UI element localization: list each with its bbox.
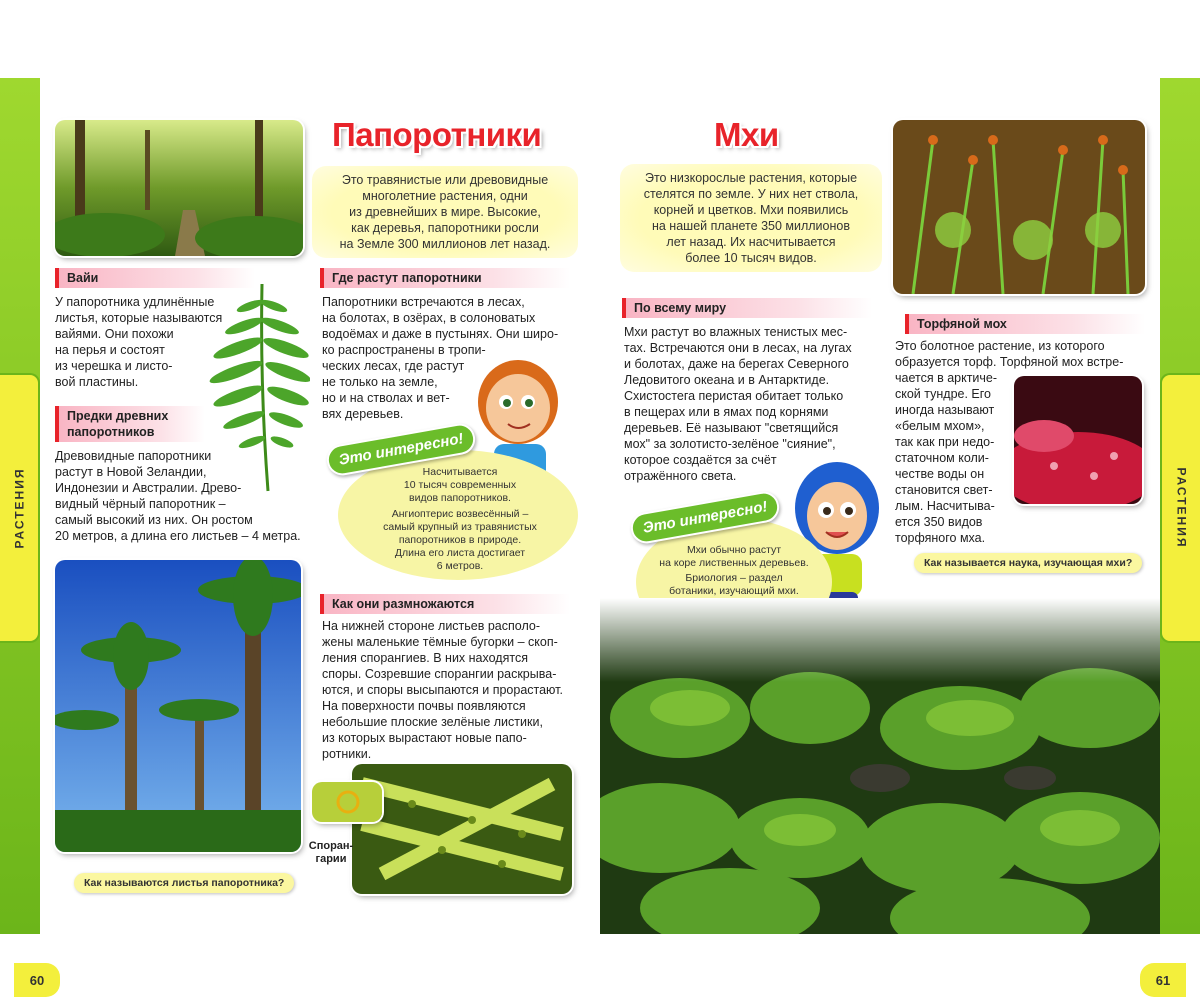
mosses-interesting-item-1: Мхи обычно растут на коре лиственных деревьев. — [659, 544, 809, 569]
mosses-intro: Это низкорослые растения, которые стелятся по земле. У них нет ствола, корней и цветков. Мхи появились на нашей планете 350 миллионов лет назад. Их насчитывается более 10 тысяч видов. — [620, 164, 882, 272]
mossy-rocks-photo — [600, 598, 1160, 934]
world-heading: По всему миру — [622, 298, 872, 318]
mosses-interesting-label: Это интересно! — [628, 489, 781, 546]
left-page-edge — [0, 78, 40, 934]
ferns-question: Как называются листья папоротника? — [74, 873, 294, 893]
ferns-interesting-item-1: Насчитывается 10 тысяч современных видов папоротников. — [403, 466, 517, 504]
peat-moss-photo — [1014, 376, 1142, 504]
where-text: Папоротники встречаются в лесах, на болотах, в озёрах, в солоноватых водоёмах и даже в пустынях. Они широ- ко распространены в тропи- ческих лесах, где растут не только на земле, но и на стволах и вет- вях деревьев. — [322, 295, 559, 421]
moss-sprouts-photo — [893, 120, 1145, 294]
side-tab-label: РАСТЕНИЯ — [12, 467, 26, 549]
ferns-interesting-label: Это интересно! — [324, 421, 477, 478]
ancestors-text: Древовидные папоротники растут в Новой Зеландии, Индонезии и Австралии. Древо- видный чёрный папоротник – самый высокий из них. Он ростом 20 метров, а длина его листьев – 4 метра. — [55, 449, 301, 543]
reproduce-heading: Как они размножаются — [320, 594, 570, 614]
book-spread — [0, 78, 1200, 988]
mosses-interesting-item-2: Бриология – раздел ботаники, изучающий мхи. — [669, 572, 799, 597]
mosses-title: Мхи — [714, 116, 779, 153]
page-number-left: 60 — [14, 963, 60, 997]
vayi-heading: Вайи — [55, 268, 255, 288]
ferns-interesting-item-2: Ангиоптерис возвесённый – самый крупный из травянистых папоротников в природе. Длина его листа достигает 6 метров. — [383, 508, 537, 572]
sporangia-caption: Споран- гарии — [308, 840, 354, 865]
sporangia-zoom-photo — [312, 782, 382, 822]
mosses-question: Как называется наука, изучающая мхи? — [914, 553, 1142, 573]
page-number-right: 61 — [1140, 963, 1186, 997]
forest-path-photo — [55, 120, 303, 256]
palm-trees-photo — [55, 560, 301, 852]
vayi-text: У папоротника удлинённые листья, которые называются вайями. Они похожи на перья и состоят из черешка и листо- вой пластины. — [55, 295, 223, 389]
world-text: Мхи растут во влажных тенистых мес- тах. Встречаются они в лесах, на лугах и болотах, даже на берегах Северного Ледовитого океана и в Антарктиде. Схистостега перистая обитает только в пещерах или в ямах под корнями деревьев. Её называют "светящийся мох" за золотисто-зелёное "сияние", которое создаётся за счёт отражённого света. — [624, 325, 852, 483]
ancestors-heading: Предки древних папоротников — [55, 406, 205, 442]
peat-text: Это болотное растение, из которого образуется торф. Торфяной мох встре- чается в арктиче- ской тундре. Его иногда называют «белым мхом», так как при недо- статочном коли- честве воды он становится свет- лым. Насчитыва- ется 350 видов торфяного мха. — [895, 339, 1124, 545]
peat-heading: Торфяной мох — [905, 314, 1145, 334]
sporangia-photo — [352, 764, 572, 894]
ferns-title: Папоротники — [332, 116, 542, 153]
side-tab-right — [1160, 373, 1200, 643]
right-page-edge — [1160, 78, 1200, 934]
ferns-intro: Это травянистые или древовидные многолетние растения, одни из древнейших в мире. Высокие, как деревья, папоротники росли на Земле 300 миллионов лет назад. — [312, 166, 578, 258]
where-heading: Где растут папоротники — [320, 268, 570, 288]
side-tab-label: РАСТЕНИЯ — [1174, 467, 1188, 549]
reproduce-text: На нижней стороне листьев располо- жены маленькие тёмные бугорки – скоп- ления спорангиев. В них находятся споры. Созревшие спорангии раскрыва- ются, и споры высыпаются и прорастают. На поверхности почвы появляются небольшие плоские зелёные листики, из которых вырастают новые папо- ротники. — [322, 619, 563, 761]
side-tab-left — [0, 373, 40, 643]
